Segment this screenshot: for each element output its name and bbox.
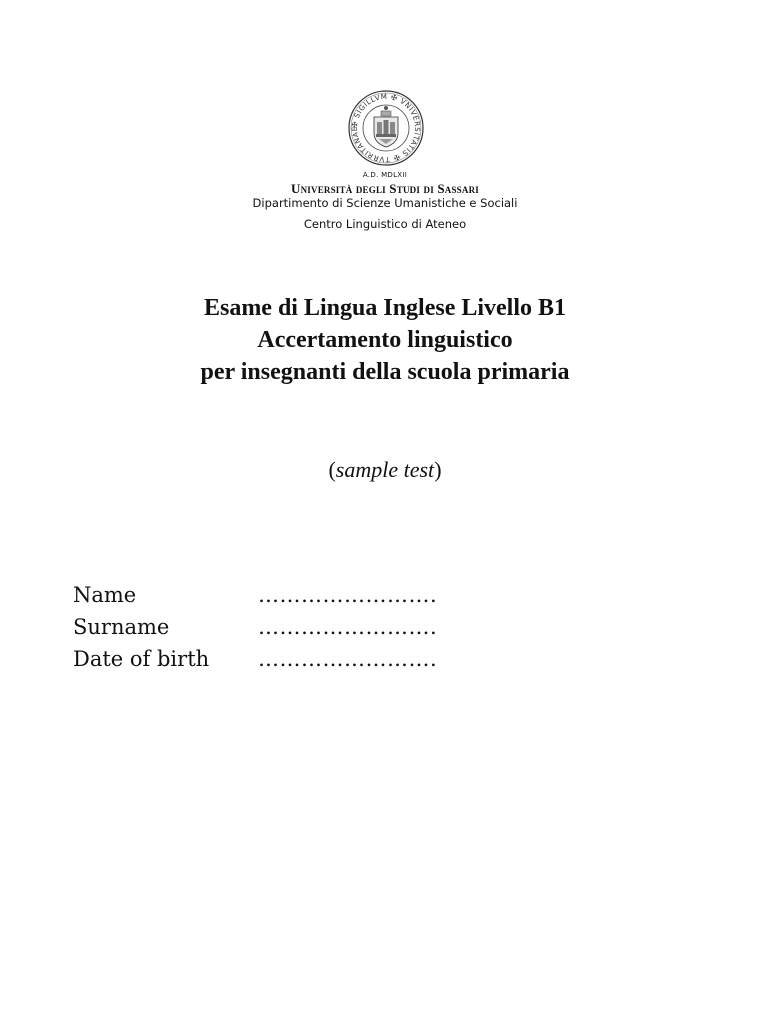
exam-title — [85, 292, 685, 388]
field-label-name: Name — [73, 583, 137, 607]
university-name: Università degli Studi di Sassari — [291, 181, 479, 196]
sample-close-paren: ) — [434, 457, 442, 482]
field-row-name — [73, 583, 533, 615]
candidate-fields — [73, 583, 533, 679]
sample-test-text: sample test — [335, 457, 435, 482]
field-row-date-of-birth — [73, 647, 533, 679]
department-name: Dipartimento di Scienze Umanistiche e Sociali — [252, 196, 518, 210]
field-dots-surname[interactable]: ……………………. — [258, 615, 438, 639]
language-center-name: Centro Linguistico di Ateneo — [303, 217, 467, 231]
field-row-surname — [73, 615, 533, 647]
seal-year: A.D. MDLXII — [362, 171, 408, 179]
sample-open-paren: ( — [328, 457, 336, 482]
exam-title-line-2: Accertamento linguistico — [257, 327, 513, 353]
exam-title-line-3: per insegnanti della scuola primaria — [200, 359, 570, 385]
svg-text:✠ SIGILLVM ✠ VNIVERSITATIS ✠ T: ✠ SIGILLVM ✠ VNIVERSITATIS ✠ TVRRITANAE — [349, 91, 423, 165]
seal-icon — [347, 89, 425, 167]
exam-title-line-1: Esame di Lingua Inglese Livello B1 — [203, 295, 567, 321]
field-dots-name[interactable]: ……………………. — [258, 583, 438, 607]
sample-test-label — [185, 457, 585, 483]
university-seal — [347, 89, 425, 167]
field-label-date-of-birth: Date of birth — [73, 647, 210, 671]
field-label-surname: Surname — [73, 615, 170, 639]
field-dots-date-of-birth[interactable]: ……………………. — [258, 647, 438, 671]
